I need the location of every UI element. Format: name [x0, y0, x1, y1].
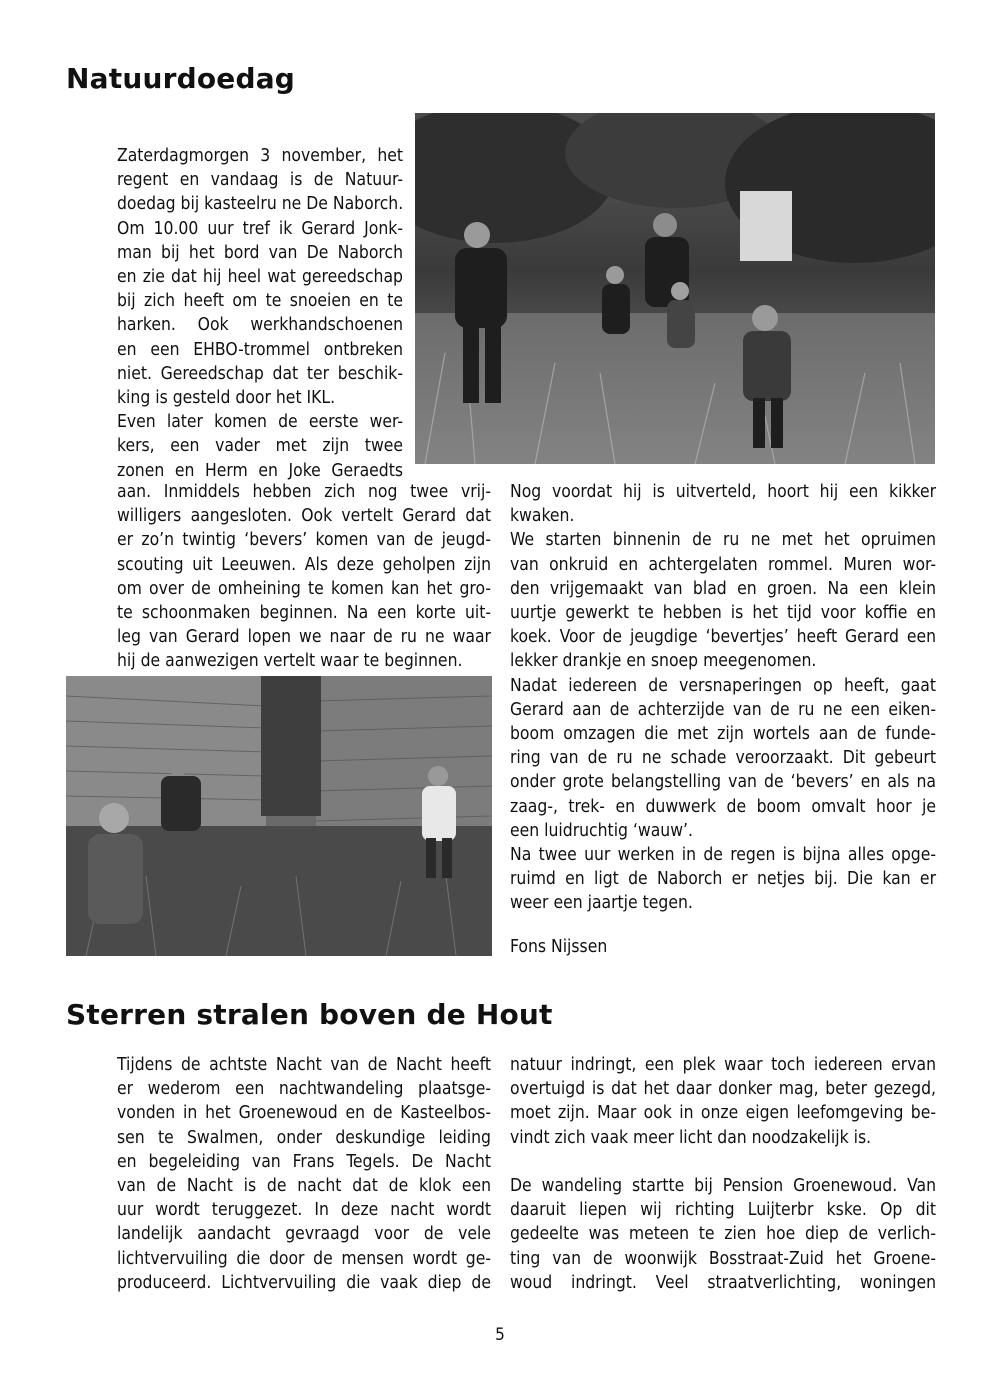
- text-line: vindt zich vaak meer licht dan noodzakelijk is.: [510, 1127, 872, 1148]
- article1-author: Fons Nijssen: [510, 937, 608, 957]
- text-line: scouting uit Leeuwen. Als deze geholpen zijn: [117, 554, 491, 575]
- text-line: We starten binnenin de ru ne met het opruimen: [510, 530, 936, 551]
- text-line: uur wordt teruggezet. In deze nacht wordt: [117, 1200, 491, 1221]
- text-line: produceerd. Lichtvervuiling die vaak diep de: [117, 1272, 491, 1293]
- text-line: niet. Gereedschap dat ter beschik-: [117, 363, 403, 384]
- text-line: Na twee uur werken in de regen is bijna alles opge-: [510, 845, 936, 866]
- text-line: onder grote belangstelling van de ‘bevers’ en als na: [510, 772, 936, 793]
- article2-right-column-part2: [510, 1174, 936, 1295]
- photo-ruin-walls: [66, 676, 492, 956]
- article2-left-column: [117, 1053, 491, 1295]
- text-line: Even later komen de eerste wer-: [117, 412, 403, 433]
- text-line: hij de aanwezigen vertelt waar te beginnen.: [117, 651, 463, 672]
- article2-right-column-part1: [510, 1053, 936, 1150]
- text-line: er zo’n twintig ‘bevers’ komen van de jeugd-: [117, 530, 491, 551]
- text-line: ring van de ru ne schade veroorzaakt. Dit gebeurt: [510, 748, 936, 769]
- text-line: een luidruchtig ‘wauw’.: [510, 820, 693, 841]
- text-line: den vrijgemaakt van blad en groen. Na een klein: [510, 578, 936, 599]
- text-line: ruimd en ligt de Naborch er netjes bij. Die kan er: [510, 869, 936, 890]
- text-line: om over de omheining te komen kan het gro-: [117, 578, 491, 599]
- text-line: en begeleiding van Frans Tegels. De Nacht: [117, 1151, 491, 1172]
- text-line: Zaterdagmorgen 3 november, het: [117, 146, 403, 166]
- text-line: er wederom een nachtwandeling plaatsge-: [117, 1079, 491, 1100]
- page-number: 5: [495, 1325, 505, 1345]
- text-line: overtuigd is dat het daar donker mag, beter gezegd,: [510, 1079, 936, 1100]
- text-line: Om 10.00 uur tref ik Gerard Jonk-: [117, 218, 403, 239]
- text-line: Nog voordat hij is uitverteld, hoort hij een kikker: [510, 482, 936, 502]
- text-line: koek. Voor de jeugdige ‘bevertjes’ heeft Gerard een: [510, 627, 936, 648]
- text-line: doedag bij kasteelru ne De Naborch.: [117, 194, 404, 215]
- text-line: landelijk aandacht gevraagd voor de vele: [117, 1224, 491, 1245]
- text-line: boom omzagen die met zijn wortels aan de funde-: [510, 724, 936, 745]
- text-line: sen te Swalmen, onder deskundige leiding: [117, 1127, 491, 1148]
- text-line: van de Nacht is de nacht dat de klok een: [117, 1176, 491, 1197]
- text-line: ting van de woonwijk Bosstraat-Zuid het Groene-: [510, 1248, 936, 1269]
- text-line: en een EHBO-trommel ontbreken: [117, 339, 403, 360]
- text-line: natuur indringt, een plek waar toch iedereen ervan: [510, 1055, 936, 1075]
- text-line: te schoonmaken beginnen. Na een korte uit-: [117, 603, 491, 624]
- article1-intro-paragraph: [117, 144, 403, 483]
- text-line: daaruit liepen wij richting Luijterbr kske. Op dit: [510, 1200, 936, 1221]
- article1-left-column: [117, 480, 491, 674]
- text-line: man bij het bord van De Naborch: [117, 242, 403, 263]
- text-line: weer een jaartje tegen.: [510, 893, 693, 914]
- text-line: kwaken.: [510, 506, 575, 527]
- text-line: willigers aangesloten. Ook vertelt Gerard dat: [117, 506, 491, 527]
- text-line: Gerard aan de achterzijde van de ru ne een eiken-: [510, 699, 936, 720]
- text-line: De wandeling startte bij Pension Groenewoud. Van: [510, 1176, 936, 1196]
- text-line: moet zijn. Maar ook in onze eigen leefomgeving be-: [510, 1103, 936, 1124]
- text-line: aan. Inmiddels hebben zich nog twee vrij-: [117, 482, 491, 502]
- text-line: lichtvervuiling die door de mensen wordt ge-: [117, 1248, 491, 1269]
- text-line: kers, een vader met zijn twee: [117, 436, 403, 457]
- text-line: uurtje gewerkt te hebben is het tijd voor koffie en: [510, 603, 936, 624]
- text-line: zonen en Herm en Joke Geraedts: [117, 460, 403, 481]
- text-line: en zie dat hij heel wat gereedschap: [117, 267, 403, 288]
- article-title-natuurdoedag: Natuurdoedag: [66, 62, 296, 95]
- text-line: Tijdens de achtste Nacht van de Nacht heeft: [117, 1055, 491, 1075]
- article-title-sterren: Sterren stralen boven de Hout: [66, 998, 553, 1031]
- text-line: bij zich heeft om te snoeien en te: [117, 291, 403, 312]
- text-line: zaag-, trek- en duwwerk de boom omvalt hoor je: [510, 796, 936, 817]
- text-line: regent en vandaag is de Natuur-: [117, 170, 403, 191]
- text-line: woud indringt. Veel straatverlichting, woningen: [510, 1272, 936, 1293]
- text-line: leg van Gerard lopen we naar de ru ne waar: [117, 627, 491, 648]
- text-line: gedeelte was meteen te zien hoe diep de verlich-: [510, 1224, 936, 1245]
- article1-right-column: [510, 480, 936, 916]
- text-line: van onkruid en achtergelaten rommel. Muren wor-: [510, 554, 936, 575]
- text-line: lekker drankje en snoep meegenomen.: [510, 651, 817, 672]
- text-line: harken. Ook werkhandschoenen: [117, 315, 403, 336]
- text-line: vonden in het Groenewoud en de Kasteelbos-: [117, 1103, 491, 1124]
- text-line: king is gesteld door het IKL.: [117, 388, 336, 409]
- photo-volunteers-field: [415, 113, 935, 464]
- text-line: Nadat iedereen de versnaperingen op heeft, gaat: [510, 675, 936, 696]
